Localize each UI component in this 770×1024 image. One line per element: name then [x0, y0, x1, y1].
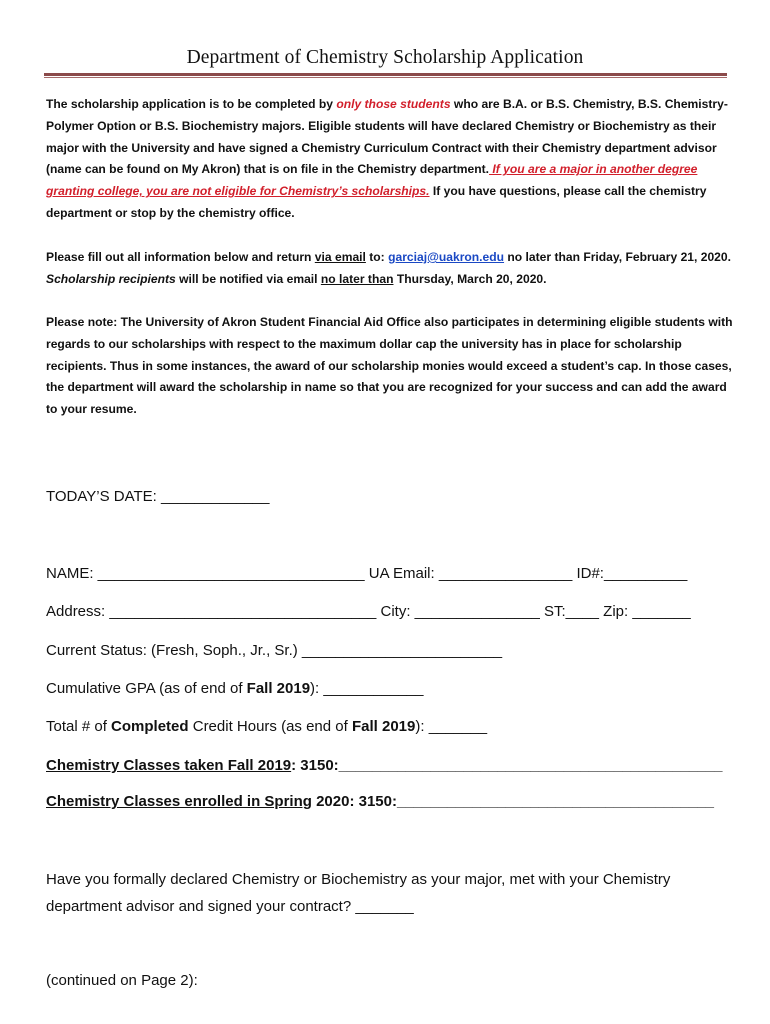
continued-note: (continued on Page 2): [46, 972, 198, 989]
spring-classes-blank[interactable]: 2020: 3150:______________________________________ [311, 793, 714, 810]
ineligibility-warning: If you are a major in another degree granting college, you are not eligible for Chemistry’s scholarships. [46, 162, 698, 199]
submission-text-c: will be notified via email [175, 271, 321, 286]
spring-classes-field[interactable] [46, 793, 714, 810]
eligibility-paragraph [46, 94, 736, 225]
title-divider-thin [44, 77, 727, 78]
notification-date: Thursday, March 20, 2020. [393, 271, 547, 286]
hours-blank[interactable]: ): _______ [415, 718, 488, 735]
submission-recipients: Scholarship recipients [46, 271, 176, 286]
credit-hours-field[interactable] [46, 718, 487, 735]
gpa-blank[interactable]: ): ____________ [310, 680, 424, 697]
name-email-id-fields[interactable]: NAME: ________________________________ UA Email: ________________ ID#:__________ [46, 565, 688, 582]
submission-no-later-than: no later than [320, 271, 394, 286]
fall-classes-field[interactable] [46, 757, 722, 774]
spring-classes-label: Chemistry Classes enrolled in Spring [46, 793, 312, 810]
financial-aid-note: Please note: The University of Akron Student Financial Aid Office also participates in determining eligible students with regards to our scholarships with respect to the maximum dollar cap the university has in place for scholarship recipients. Thus in some instances, the award of our scholarship monies would exceed a student’s cap. In those cases, the department will award the scholarship in name so that you are recognized for your success and can add the award to your resume. [46, 315, 733, 417]
eligibility-emphasis: only those students [336, 97, 451, 111]
gpa-term: Fall 2019 [246, 680, 311, 697]
submission-paragraph [46, 247, 736, 291]
hours-completed: Completed [111, 718, 189, 735]
submission-via-email: via email [314, 250, 366, 264]
title-divider [44, 73, 727, 76]
declared-major-answer[interactable]: department advisor and signed your contract? _______ [46, 898, 414, 915]
submission-text-b: to: [365, 250, 389, 264]
fall-classes-blank[interactable]: : 3150:______________________________________________ [291, 757, 723, 774]
eligibility-text-b: who are B.A. or B.S. Chemistry, B.S. Chemistry-Polymer Option or B.S. Biochemistry majors. Eligible students will have declared Chemistry or Biochemistry as their major with the University and have signed a Chemistry Curriculum Contract with their Chemistry department advisor (name can be found on My Akron) that is on file in the Chemistry department. [46, 97, 728, 177]
contact-email-link[interactable]: garciaj@uakron.edu [388, 250, 505, 264]
cumulative-gpa-field[interactable] [46, 680, 423, 697]
hours-term: Fall 2019 [351, 718, 416, 735]
submission-text-a: Please fill out all information below and return [46, 250, 315, 264]
gpa-label: Cumulative GPA (as of end of [46, 680, 247, 697]
eligibility-text-a: The scholarship application is to be completed by [46, 97, 337, 111]
todays-date-field[interactable]: TODAY’S DATE: _____________ [46, 488, 270, 505]
fall-classes-label: Chemistry Classes taken Fall 2019 [46, 757, 292, 774]
address-fields[interactable]: Address: ________________________________ City: _______________ ST:____ Zip: _______ [46, 603, 691, 620]
hours-label-a: Total # of [46, 718, 112, 735]
page-title: Department of Chemistry Scholarship Application [186, 47, 584, 68]
hours-label-b: Credit Hours (as end of [188, 718, 352, 735]
submission-deadline: no later than Friday, February 21, 2020. [504, 250, 731, 264]
declared-major-question: Have you formally declared Chemistry or Biochemistry as your major, met with your Chemistry [46, 871, 671, 888]
eligibility-contact: If you have questions, please call the chemistry department or stop by the chemistry office. [46, 184, 707, 220]
current-status-field[interactable]: Current Status: (Fresh, Soph., Jr., Sr.) ________________________ [46, 642, 503, 659]
